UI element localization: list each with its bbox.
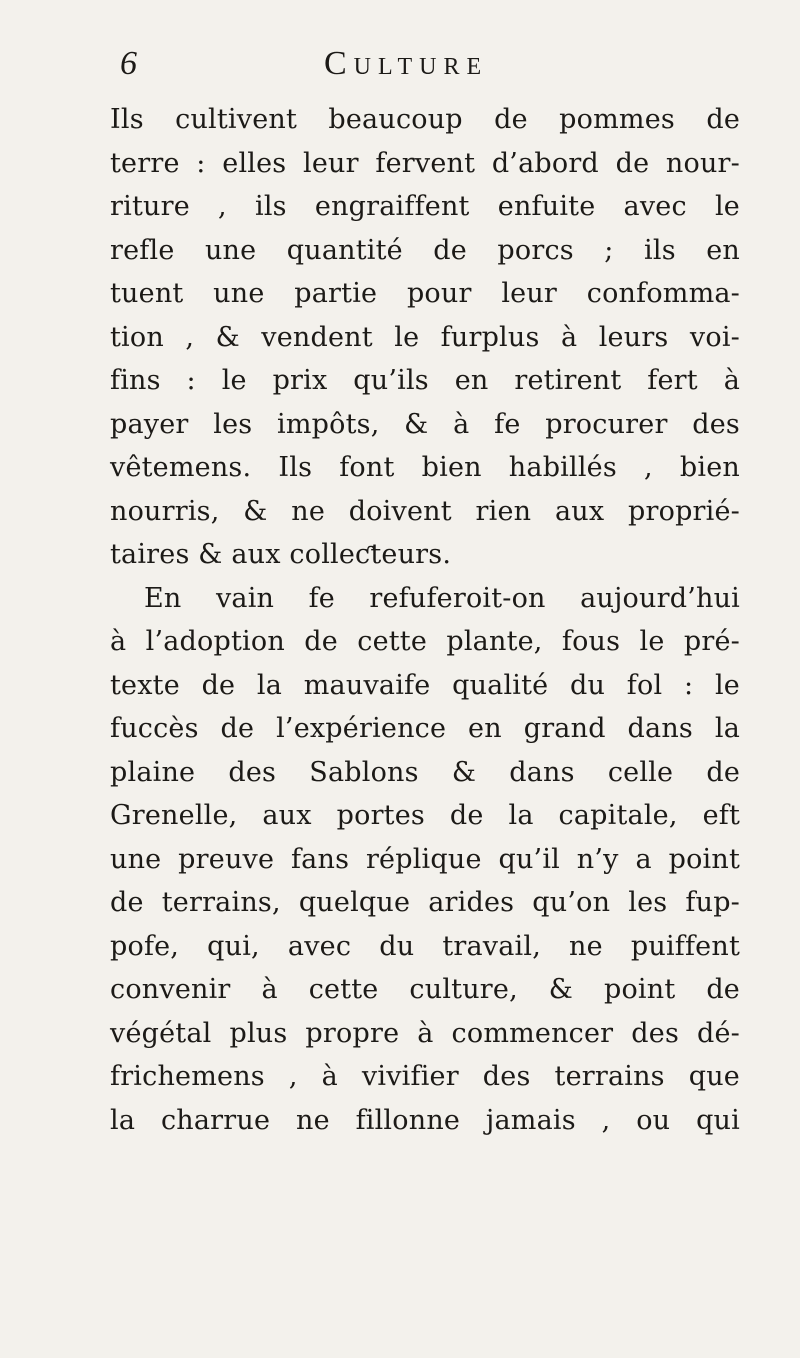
text-line: texte de la mauvaife qualité du fol : le [110,669,740,701]
text-line: riture , ils engraiffent enfuite avec le [110,191,740,222]
text-line: plaine des Sablons & dans celle de [110,756,740,788]
text-line: payer les impôts, & à fe procurer des [110,408,740,440]
text-line: fins : le prix qu’ils en retirent fert à [110,365,740,396]
text-line: vêtemens. Ils font bien habillés , bien [110,452,740,483]
text-line: Grenelle, aux portes de la capitale, eft [110,800,740,831]
text-line: tuent une partie pour leur confomma- [110,278,740,309]
text-line: la charrue ne fillonne jamais , ou qui [110,1104,740,1136]
text-line: nourris, & ne doivent rien aux proprié- [110,495,740,527]
body-text [110,98,740,1142]
text-line: frichemens , à vivifier des terrains que [110,1061,740,1092]
text-line: à l’adoption de cette plante, fous le pré- [110,626,740,657]
text-line: Ils cultivent beaucoup de pommes de [110,104,740,135]
text-line: végétal plus propre à commencer des dé- [110,1017,740,1049]
text-line: une preuve fans réplique qu’il n’y a point [110,843,740,875]
page-number: 6 [120,45,137,82]
text-line: de terrains, quelque arides qu’on les fup- [110,887,740,918]
text-line: fuccès de l’expérience en grand dans la [110,713,740,744]
text-line: tion , & vendent le furplus à leurs voi- [110,321,740,353]
running-head [114,38,734,88]
running-title: Culture [324,45,489,82]
text-line: refle une quantité de porcs ; ils en [110,234,740,266]
text-line: pofe, qui, avec du travail, ne puiffent [110,930,740,962]
text-line-paragraph-end: taires & aux colleƈteurs. [110,539,452,570]
text-line-paragraph-start: En vain fe refuferoit-on aujourd’hui [144,582,740,614]
text-line: convenir à cette culture, & point de [110,974,740,1005]
text-line: terre : elles leur fervent d’abord de nour- [110,147,740,179]
